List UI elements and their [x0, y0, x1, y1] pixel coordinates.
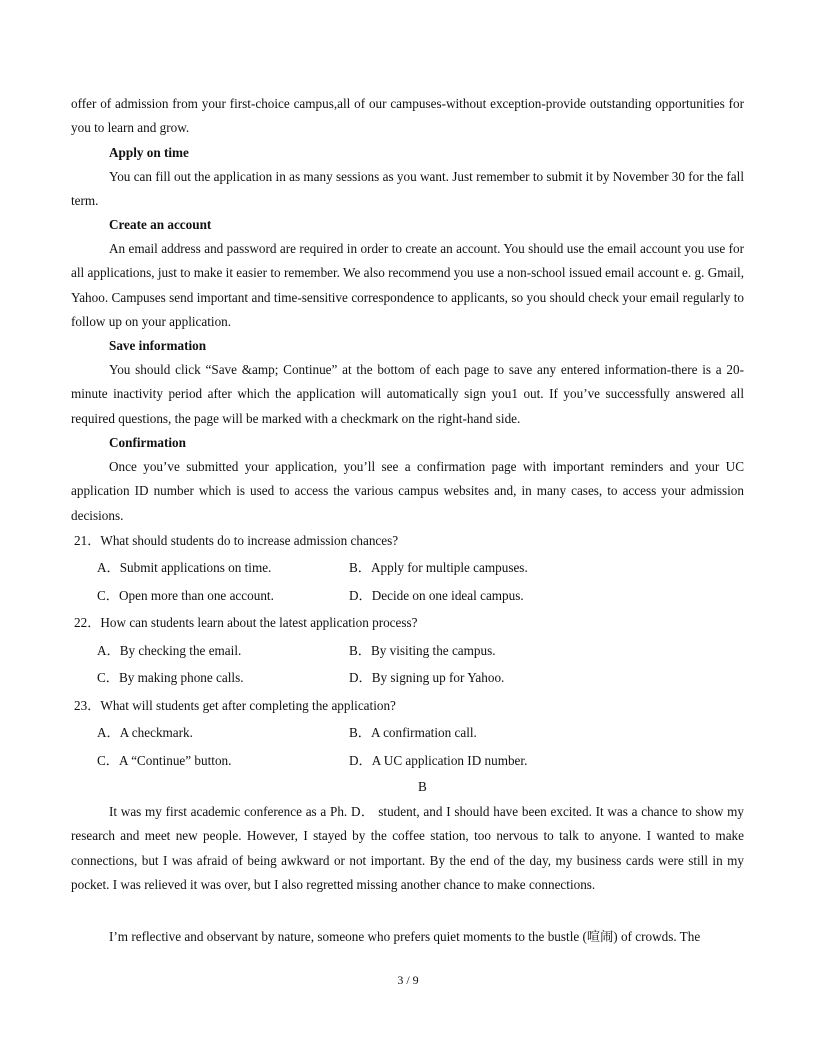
question-21-stem: 21．What should students do to increase admission chances? — [74, 533, 399, 548]
section-heading-apply-on-time: Apply on time — [109, 145, 189, 160]
question-21-option-c: C．Open more than one account. — [97, 588, 274, 603]
question-23-option-d: D．A UC application ID number. — [349, 753, 528, 768]
section-text-create-account: An email address and password are required in order to create an account. You should use the email account you use for all applications, just to make it easier to remember. We also recommend you use a non-school issued email account e. g. Gmail, Yahoo. Campuses send important and time-sensitive correspondence to applicants, so you should check your email regularly to follow up on your application. — [71, 241, 744, 329]
question-23-option-c: C．A “Continue” button. — [97, 753, 232, 768]
passage-b-label: B — [418, 779, 427, 794]
question-23-option-a: A．A checkmark. — [97, 725, 193, 740]
section-text-confirmation: Once you’ve submitted your application, you’ll see a confirmation page with important reminders and your UC application ID number which is used to access the various campus websites and, in many cases, to access your admission decisions. — [71, 459, 744, 523]
question-21-option-b: B．Apply for multiple campuses. — [349, 560, 528, 575]
section-text-apply-on-time: You can fill out the application in as many sessions as you want. Just remember to submit it by November 30 for the fall term. — [71, 169, 744, 209]
section-heading-create-account: Create an account — [109, 217, 212, 232]
question-21-option-d: D．Decide on one ideal campus. — [349, 588, 524, 603]
question-23-option-b: B．A confirmation call. — [349, 725, 477, 740]
question-22-option-a: A．By checking the email. — [97, 643, 242, 658]
section-text-save-information: You should click “Save &amp; Continue” at the bottom of each page to save any entered information-there is a 20-minute inactivity period after which the application will automatically sign you1 out. If you’ve successfully answered all required questions, the page will be marked with a checkmark on the right-hand side. — [71, 362, 744, 426]
question-22-stem: 22．How can students learn about the latest application process? — [74, 615, 418, 630]
question-23-stem: 23．What will students get after completing the application? — [74, 698, 396, 713]
question-22-option-d: D．By signing up for Yahoo. — [349, 670, 505, 685]
passage-b-paragraph-1: It was my first academic conference as a Ph. D． student, and I should have been excited. It was a chance to show my research and meet new people. However, I stayed by the coffee station, too nervous to talk to anyone. I wanted to make connections, but I was afraid of being awkward or not important. By the end of the day, my business cards were still in my pocket. I was relieved it was over, but I also regretted missing another chance to make connections. — [71, 804, 744, 892]
section-heading-save-information: Save information — [109, 338, 207, 353]
question-22-option-b: B．By visiting the campus. — [349, 643, 496, 658]
section-heading-confirmation: Confirmation — [109, 435, 186, 450]
question-21-option-a: A．Submit applications on time. — [97, 560, 272, 575]
page-number: 3 / 9 — [397, 973, 419, 987]
question-22-option-c: C．By making phone calls. — [97, 670, 244, 685]
passage-a-intro: offer of admission from your first-choice campus,all of our campuses-without exception-provide outstanding opportunities for you to learn and grow. — [71, 96, 744, 136]
passage-b-paragraph-2: I’m reflective and observant by nature, someone who prefers quiet moments to the bustle (喧闹) of crowds. The — [109, 929, 701, 944]
